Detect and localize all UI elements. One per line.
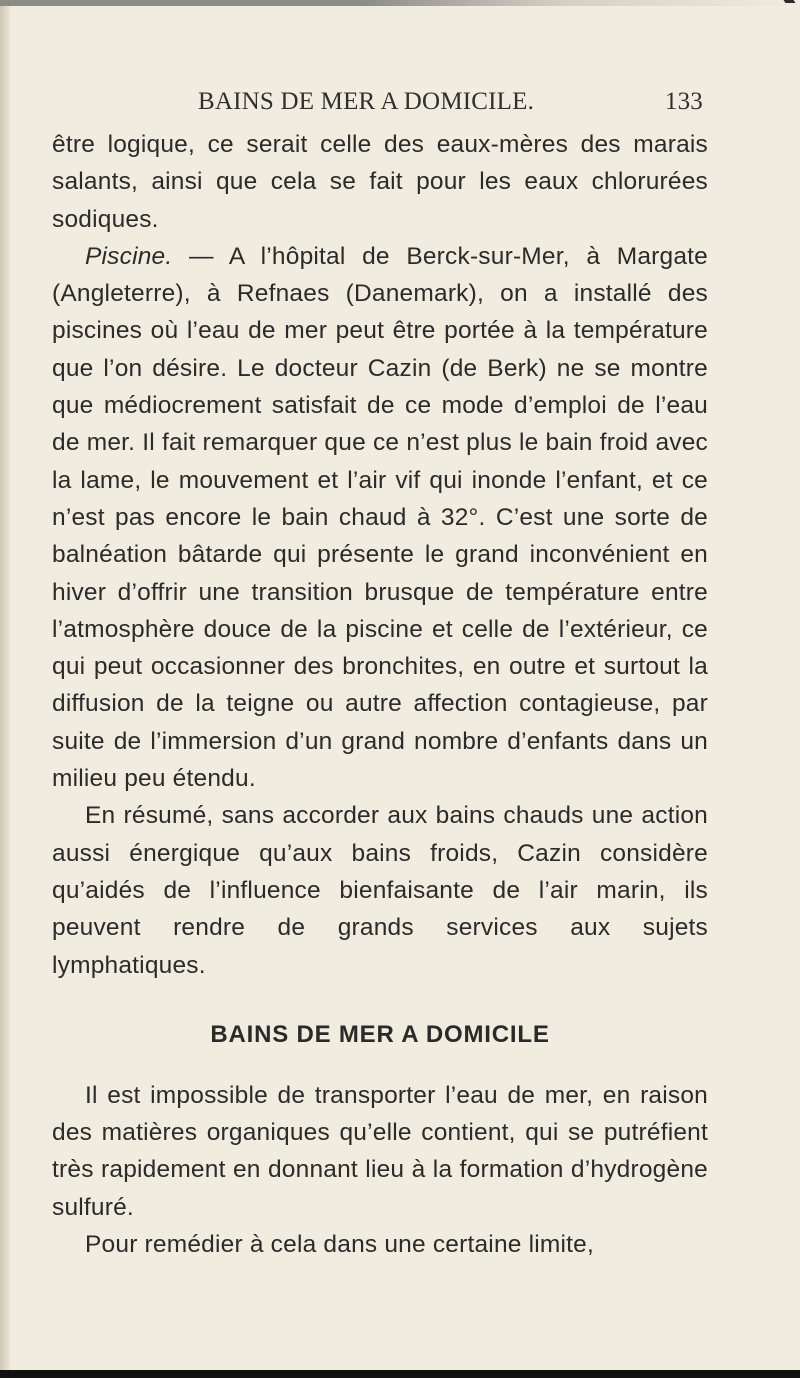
paragraph-text: Il est impossible de transporter l’eau de mer, en raison des matières organiques qu’elle contient, qui se putréfient très rapidement en donnant lieu à la formation d’hydrogène sulfuré. [52,1081,708,1221]
section-heading: BAINS DE MER A DOMICILE [210,1020,550,1048]
paragraph-text: être logique, ce serait celle des eaux-mères des marais salants, ainsi que cela se fait pour les eaux chlorurées sodiques. [52,131,708,233]
paragraph-continuation [52,126,708,238]
paragraph-lead-heading: Piscine. [85,242,173,270]
paragraph-text: — A l’hôpital de Berck-sur-Mer, à Margate (Angleterre), à Refnaes (Danemark), on a installé des piscines où l’eau de mer peut être portée à la température que l’on désire. Le docteur Cazin (de Berk) ne se montre que médiocrement satisfait de ce mode d’emploi de l’eau de mer. Il fait remarquer que ce n’est plus le bain froid avec la lame, le mouvement et l’air vif qui inonde l’enfant, et ce n’est pas encore le bain chaud à 32°. C’est une sorte de balnéation bâtarde qui présente le grand inconvénient en hiver d’offrir une transition brusque de température entre l’atmosphère douce de la piscine et celle de l’extérieur, ce qui peut occasionner des bronchites, en outre et surtout la diffusion de la teigne ou autre affection contagieuse, par suite de l’immersion d’un grand nombre d’enfants dans un milieu peu étendu. [52,242,708,793]
running-title: BAINS DE MER A DOMICILE. [198,88,535,115]
paragraph-section-1 [52,1077,708,1226]
paragraph-section-2 [52,1226,708,1263]
page-body [52,126,708,1263]
paragraph-text: Pour remédier à cela dans une certaine limite, [85,1231,594,1259]
paragraph-summary [52,797,708,983]
page-binding-edge [0,0,10,1378]
paragraph-piscine [52,238,708,797]
bottom-page-edge [0,1370,800,1378]
paragraph-text: En résumé, sans accorder aux bains chauds une action aussi énergique qu’aux bains froids, Cazin considère qu’aidés de l’influence bienfaisante de l’air marin, ils peuvent rendre de grands services aux sujets lymphatiques. [52,802,708,979]
page-number: 133 [664,88,703,115]
running-header [138,88,703,122]
top-edge-rule [0,0,800,6]
